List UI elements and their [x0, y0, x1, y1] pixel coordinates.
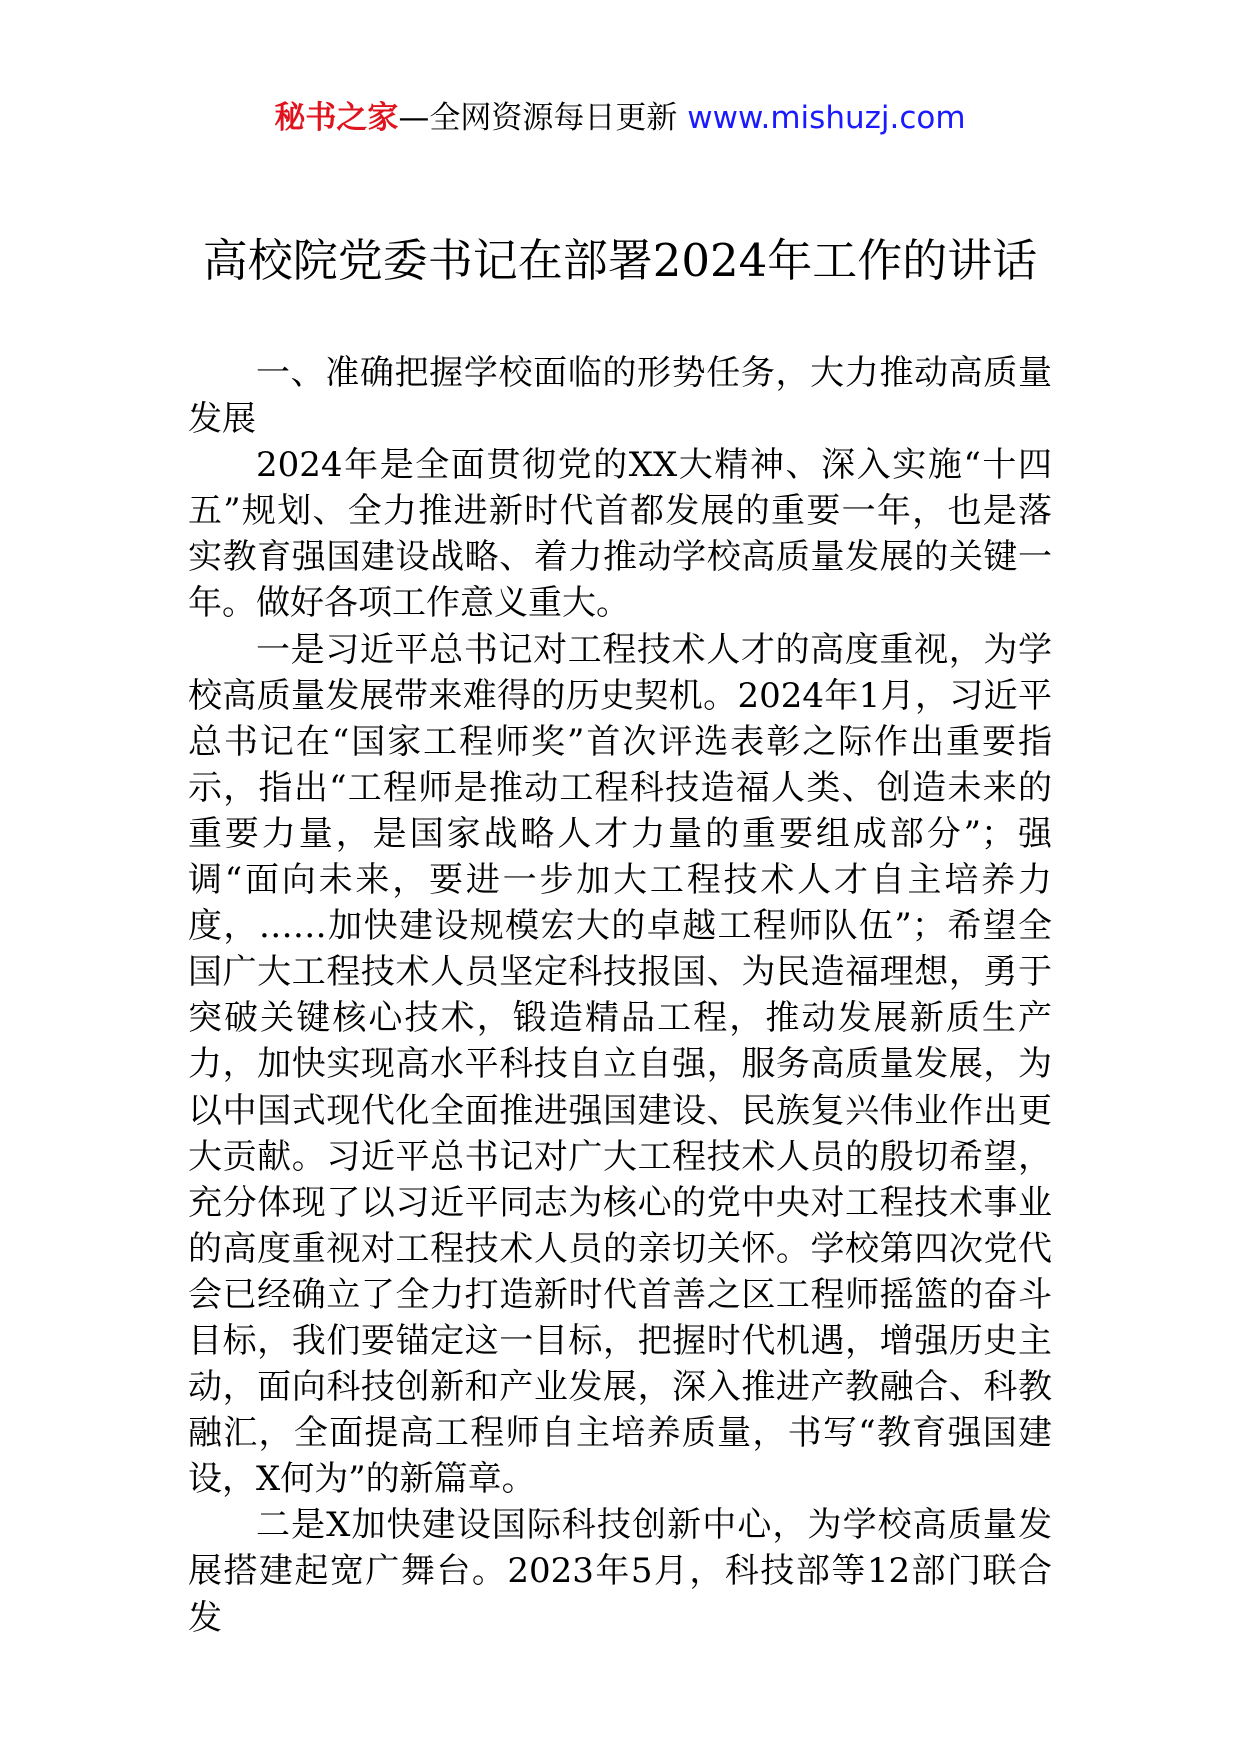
site-url[interactable]: www.mishuzj.com — [687, 100, 966, 136]
document-body — [188, 350, 1052, 1641]
paragraph: 一是习近平总书记对工程技术人才的高度重视，为学校高质量发展带来难得的历史契机。2024年1月，习近平总书记在“国家工程师奖”首次评选表彰之际作出重要指示，指出“工程师是推动工程科技造福人类、创造未来的重要力量，是国家战略人才力量的重要组成部分”；强调“面向未来，要进一步加大工程技术人才自主培养力度，……加快建设规模宏大的卓越工程师队伍”；希望全国广大工程技术人员坚定科技报国、为民造福理想，勇于突破关键核心技术，锻造精品工程，推动发展新质生产力，加快实现高水平科技自立自强，服务高质量发展，为以中国式现代化全面推进强国建设、民族复兴伟业作出更大贡献。习近平总书记对广大工程技术人员的殷切希望，充分体现了以习近平同志为核心的党中央对工程技术事业的高度重视对工程技术人员的亲切关怀。学校第四次党代会已经确立了全力打造新时代首善之区工程师摇篮的奋斗目标，我们要锚定这一目标，把握时代机遇，增强历史主动，面向科技创新和产业发展，深入推进产教融合、科教融汇，全面提高工程师自主培养质量，书写“教育强国建设，X何为”的新篇章。 — [188, 629, 1052, 1500]
paragraph: 2024年是全面贯彻党的XX大精神、深入实施“十四五”规划、全力推进新时代首都发展的重要一年，也是落实教育强国建设战略、着力推动学校高质量发展的关键一年。做好各项工作意义重大。 — [188, 445, 1052, 624]
brand-name: 秘书之家 — [274, 100, 399, 136]
site-header — [0, 98, 1240, 138]
section-heading: 一、准确把握学校面临的形势任务，大力推动高质量发展 — [188, 353, 1052, 440]
document-title: 高校院党委书记在部署2024年工作的讲话 — [202, 234, 1038, 287]
paragraph: 二是X加快建设国际科技创新中心，为学校高质量发展搭建起宽广舞台。2023年5月，科技部等12部门联合发 — [188, 1505, 1052, 1638]
header-tagline: —全网资源每日更新 — [398, 100, 688, 136]
